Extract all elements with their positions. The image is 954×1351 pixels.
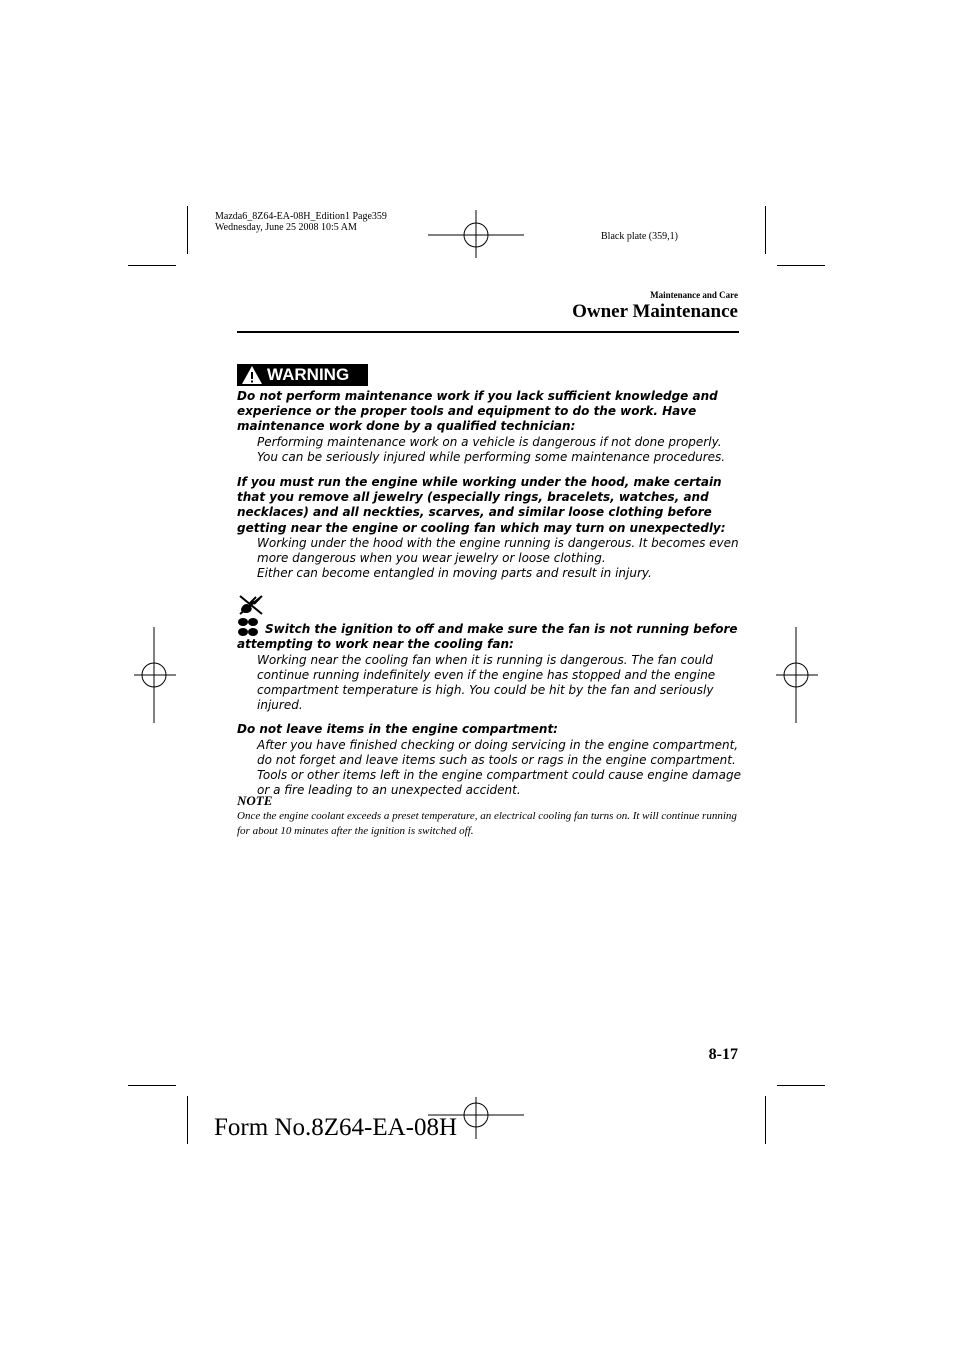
warning-lead-1: Do not perform maintenance work if you lack sufficient knowledge and experience or the proper tools and equipment to do the work. Have maintenance work done by a qualified technician: (237, 389, 718, 434)
warning-body-2b: Either can become entangled in moving parts and result in injury. (257, 566, 652, 581)
warning-body-1: Performing maintenance work on a vehicle is dangerous if not done properly. You can be seriously injured while performing some maintenance procedures. (257, 434, 726, 464)
warning-label: WARNING (267, 365, 350, 384)
registration-mark-icon (428, 210, 524, 258)
fan-icon (237, 617, 259, 637)
warning-lead-3-line2: attempting to work near the cooling fan: (237, 637, 514, 652)
warning-body-4b: Tools or other items left in the engine compartment could cause engine damage or a fire leading to an unexpected accident. (257, 768, 741, 798)
warning-lead-3-line1: Switch the ignition to off and make sure the fan is not running before (265, 622, 738, 637)
form-number: Form No.8Z64-EA-08H (214, 1114, 458, 1141)
note-title: NOTE (237, 793, 273, 808)
no-hands-icon (238, 595, 264, 615)
note-text: Once the engine coolant exceeds a preset temperature, an electrical cooling fan turns on. It will continue running for about 10 minutes after the ignition is switched off. (237, 810, 737, 837)
warning-triangle-icon (241, 365, 263, 385)
warning-body-3: Working near the cooling fan when it is running is dangerous. The fan could continue running indefinitely even if the engine has stopped and the engine compartment temperature is high. You could be hit by the fan and seriously injured. (257, 652, 716, 713)
print-meta-line2: Wednesday, June 25 2008 10:5 AM (215, 222, 357, 233)
page-number: 8-17 (708, 1046, 738, 1063)
registration-mark-icon (776, 627, 818, 723)
warning-lead-2: If you must run the engine while working under the hood, make certain that you remove all jewelry (especially rings, bracelets, watches, and necklaces) and all neckties, scarves, and similar loose clothing before getting near the engine or cooling fan which may turn on unexpectedly: (237, 475, 726, 535)
page-title: Owner Maintenance (572, 301, 738, 322)
warning-body-4a: After you have finished checking or doing servicing in the engine compartment, do not forget and leave items such as tools or rags in the engine compartment. (257, 737, 739, 767)
registration-mark-icon (134, 627, 176, 723)
warning-body-2a: Working under the hood with the engine running is dangerous. It becomes even more dangerous when you wear jewelry or loose clothing. (257, 535, 739, 566)
print-meta (215, 211, 387, 233)
note (237, 793, 737, 839)
plate-label: Black plate (359,1) (601, 231, 678, 242)
warning-content (237, 389, 742, 798)
section-label: Maintenance and Care (650, 290, 738, 300)
warning-banner (237, 364, 368, 386)
print-meta-line1: Mazda6_8Z64-EA-08H_Edition1 Page359 (215, 211, 387, 222)
warning-lead-4: Do not leave items in the engine compartment: (237, 722, 558, 737)
title-rule (237, 331, 739, 333)
